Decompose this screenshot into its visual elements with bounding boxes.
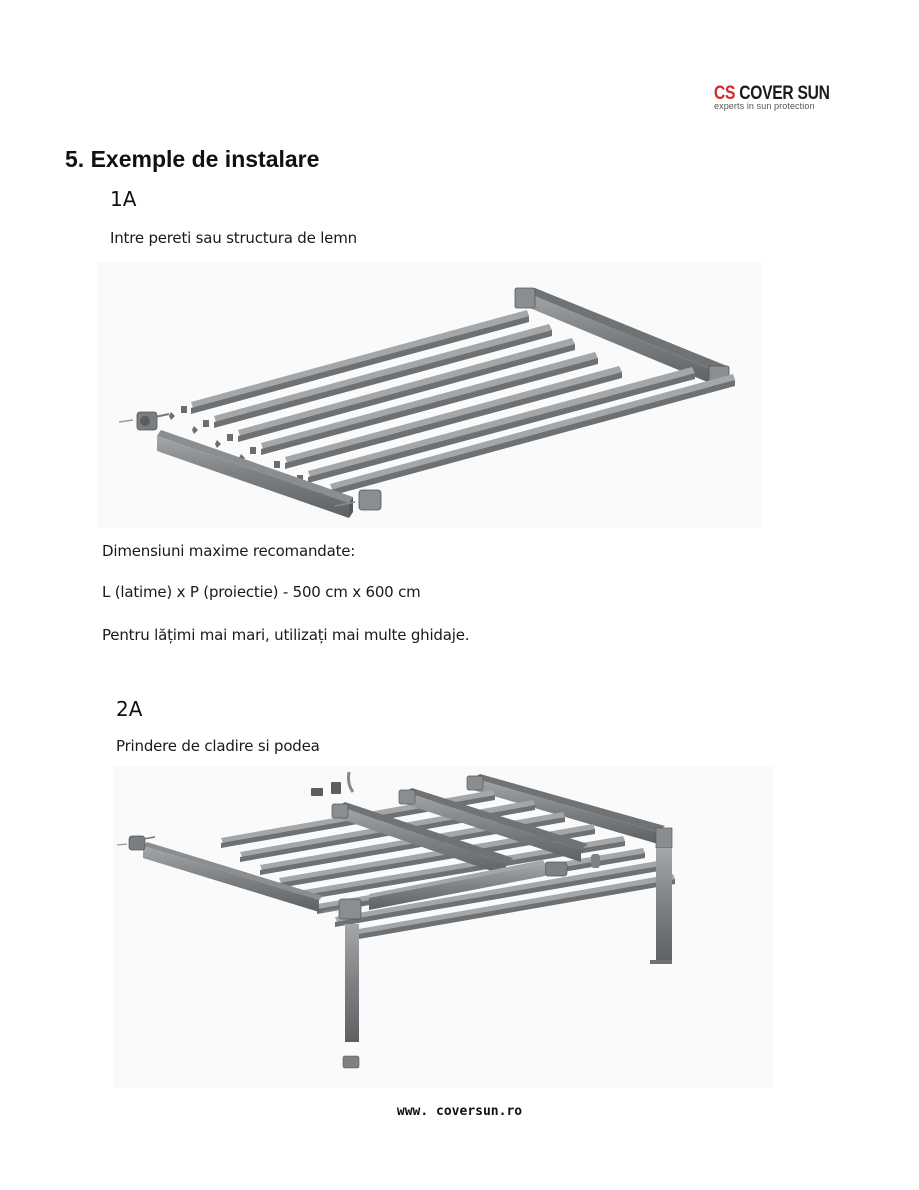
logo-name: COVER SUN (739, 83, 830, 104)
example-2a-id: 2A (116, 697, 143, 721)
note-wider-widths: Pentru lățimi mai mari, utilizați mai multe ghidaje. (102, 626, 470, 644)
note-max-dimensions-value: L (latime) x P (proiectie) - 500 cm x 600 cm (102, 583, 421, 601)
logo-tagline: experts in sun protection (714, 101, 815, 111)
logo-wordmark (714, 83, 830, 104)
diagram-1a (97, 262, 761, 528)
footer-url: www. coversun.ro (396, 1104, 523, 1119)
diagram-2a (113, 766, 773, 1088)
brand-logo (714, 84, 834, 111)
example-1a-id: 1A (110, 187, 137, 211)
logo-mark: CS (714, 83, 736, 104)
note-max-dimensions-label: Dimensiuni maxime recomandate: (102, 542, 356, 560)
section-title: 5. Exemple de instalare (65, 146, 320, 172)
example-1a-caption: Intre pereti sau structura de lemn (110, 229, 357, 247)
example-2a-caption: Prindere de cladire si podea (116, 737, 320, 755)
figure-2a-exploded-view (113, 766, 773, 1088)
figure-1a-exploded-view (97, 262, 761, 528)
